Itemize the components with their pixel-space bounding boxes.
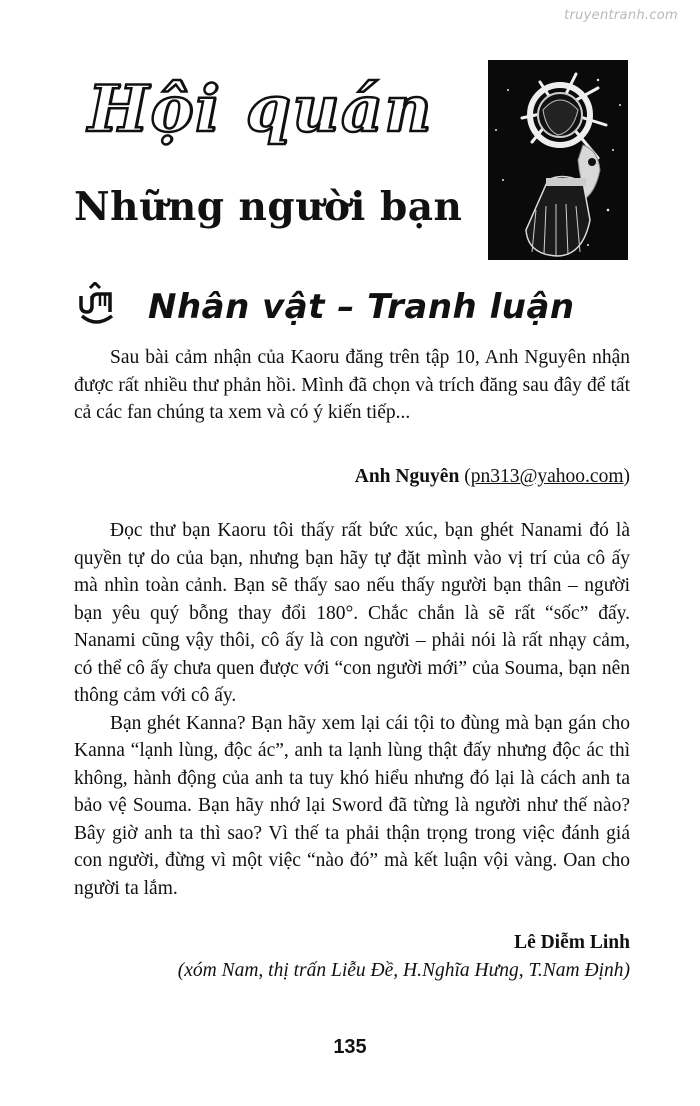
letter-signature-name: Lê Diễm Linh — [514, 932, 630, 953]
intro-paragraph-block — [74, 344, 630, 427]
watermark: truyentranh.com — [564, 8, 678, 23]
section-title: Nhân vật – Tranh luận — [148, 287, 575, 327]
letter-paragraph: Đọc thư bạn Kaoru tôi thấy rất bức xúc, bạn ghét Nanami đó là quyền tự do của bạn, nhưng bạn hãy tự đặt mình vào vị trí của cô ấy mà nhìn toàn cảnh. Bạn sẽ thấy sao nếu thấy người bạn thân – người bạn yêu quý bỗng thay đổi 180°. Chắc chắn là sẽ rất “sốc” đấy. Nanami cũng vậy thôi, cô ấy là con người – phải nói là rất nhạy cảm, có thể cô ấy chưa quen được với “con người mới” của Souma, bạn nên thông cảm với cô ấy. — [74, 520, 630, 706]
close-paren: ) — [623, 466, 630, 487]
letter-paragraph: Bạn ghét Kanna? Bạn hãy xem lại cái tội to đùng mà bạn gán cho Kanna “lạnh lùng, độc ác”, anh ta lạnh lùng thật đấy nhưng độc ác thì không, hành động của anh ta tuy khó hiểu nhưng đó lại là cách anh ta bảo vệ Souma. Bạn hãy nhớ lại Sword đã từng là người như thế nào? Bây giờ anh ta thì sao? Vì thế ta phải thận trọng trong việc đánh giá con người, đừng vì một việc “nào đó” mà kết luận vội vàng. Oan cho người ta lắm. — [74, 712, 630, 899]
section-heading — [78, 282, 575, 332]
letter-body — [74, 517, 630, 902]
character-illustration — [488, 60, 628, 260]
intro-signature — [355, 463, 630, 490]
letter-signature-address: (xóm Nam, thị trấn Liễu Đề, H.Nghĩa Hưng, T.Nam Định) — [177, 960, 630, 981]
page-title: Hội quán — [88, 72, 434, 147]
page-number: 135 — [333, 1036, 367, 1058]
intro-signature-name: Anh Nguyên — [354, 466, 460, 487]
open-paren: ( — [459, 466, 471, 487]
page-subtitle: Những người bạn — [74, 184, 463, 230]
intro-signature-email[interactable]: pn313@yahoo.com — [470, 466, 624, 487]
intro-paragraph: Sau bài cảm nhận của Kaoru đăng trên tập 10, Anh Nguyên nhận được rất nhiều thư phản hồi. Mình đã chọn và trích đăng sau đây để tất cả các fan chúng ta xem và có ý kiến tiếp... — [74, 347, 630, 423]
character-illustration-icon — [488, 60, 628, 260]
section-glyph-icon — [78, 282, 126, 332]
